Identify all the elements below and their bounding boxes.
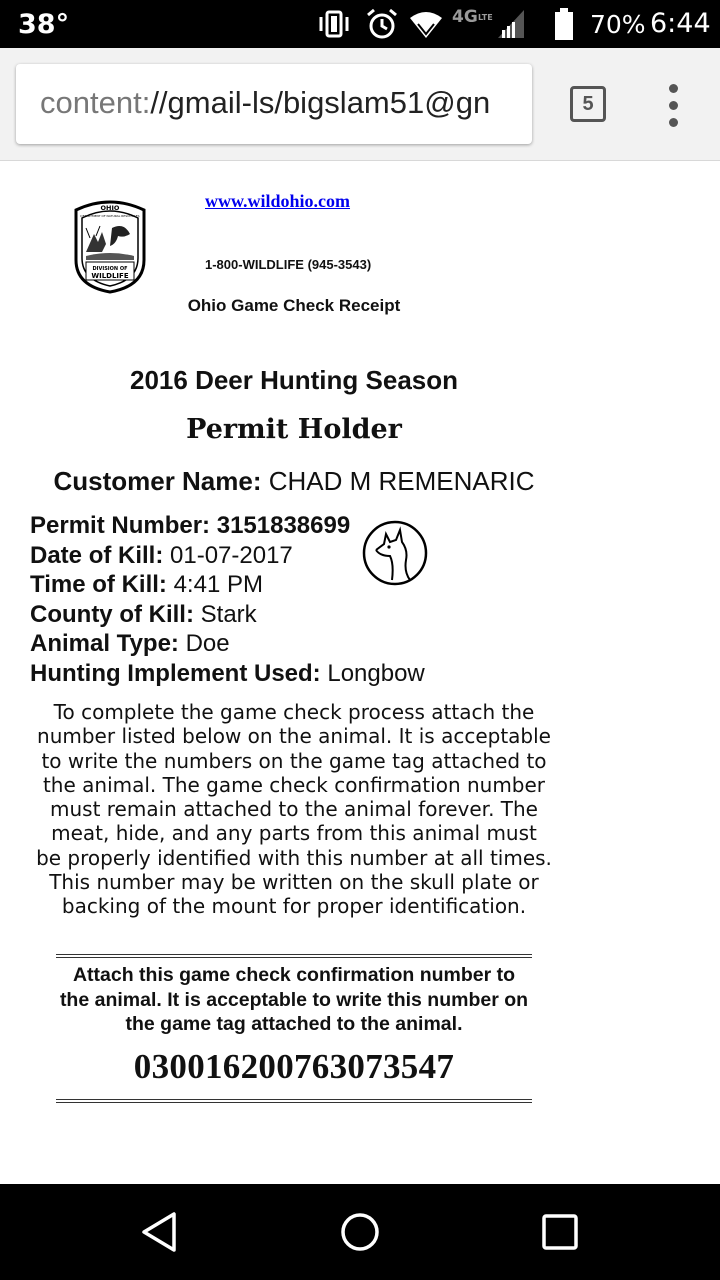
recents-button[interactable]: [538, 1210, 582, 1254]
url-text[interactable]: [40, 85, 490, 121]
battery-percent: 70%: [590, 10, 646, 39]
url-bar[interactable]: [16, 64, 532, 144]
customer-name-label: Customer Name:: [53, 466, 262, 496]
detail-value: 4:41 PM: [173, 571, 263, 598]
svg-text:4G: 4G: [452, 7, 478, 27]
detail-value: 3151838699: [216, 512, 351, 539]
doe-icon: [362, 520, 428, 586]
seal-ring-text: DEPARTMENT OF NATURAL RESOURCES: [80, 214, 140, 218]
detail-row-county: [30, 600, 425, 630]
attach-instructions: Attach this game check confirmation number to the animal. It is acceptable to write this number on the game tag attached to the animal.: [59, 964, 529, 1035]
vibrate-icon: [314, 6, 354, 42]
seal-division-text: DIVISION OF: [92, 266, 128, 272]
lte-label-icon: [452, 6, 496, 42]
alarm-icon: [364, 6, 400, 42]
customer-name: [0, 466, 588, 497]
detail-value: Stark: [200, 600, 257, 628]
detail-row-animal-type: [30, 629, 425, 659]
url-path: //gmail-ls/bigslam51@gn: [150, 85, 491, 120]
game-check-instructions: To complete the game check process attach the number listed below on the animal. It is acceptable to write the numbers on the game tag attached to the animal. The game check confirmation number must remain attached to the animal forever. The meat, hide, and any parts from this animal must be properly identified with this number at all times. This number may be written on the skull plate or backing of the mount for proper identification.: [36, 700, 552, 919]
divider-bottom: [56, 1099, 532, 1103]
permit-holder-heading: Permit Holder: [186, 414, 402, 445]
detail-label: Animal Type:: [30, 630, 179, 657]
divider-top: [56, 954, 532, 958]
detail-label: Date of Kill:: [30, 541, 164, 569]
customer-name-value: CHAD M REMENARIC: [268, 466, 535, 496]
svg-text:LTE: LTE: [478, 13, 493, 22]
seal-wildlife-text: WILDLIFE: [91, 272, 129, 280]
season-heading: 2016 Deer Hunting Season: [130, 365, 458, 395]
tab-switcher-button[interactable]: 5: [570, 86, 606, 122]
email-content: [0, 162, 720, 1184]
detail-label: Permit Number:: [30, 512, 211, 539]
home-button[interactable]: [338, 1210, 382, 1254]
wifi-icon: [408, 6, 444, 42]
detail-label: Time of Kill:: [30, 571, 167, 598]
detail-row-implement: [30, 659, 425, 689]
receipt-title: Ohio Game Check Receipt: [187, 296, 401, 315]
seal-top-text: OHIO: [100, 204, 120, 212]
nav-bar: [0, 1184, 720, 1280]
status-bar: [0, 0, 720, 48]
detail-label: Hunting Implement Used:: [30, 659, 321, 687]
detail-value: 01-07-2017: [170, 541, 293, 569]
wildohio-link[interactable]: www.wildohio.com: [205, 191, 351, 211]
browser-toolbar: [0, 48, 720, 161]
temperature: 38°: [18, 9, 70, 40]
clock: 6:44: [650, 8, 711, 39]
ohio-wildlife-seal-logo: [72, 198, 148, 294]
back-button[interactable]: [138, 1210, 182, 1254]
url-scheme: content:: [40, 85, 151, 120]
signal-icon: [496, 6, 528, 42]
detail-label: County of Kill:: [30, 600, 194, 628]
battery-icon: [552, 6, 576, 42]
detail-value: Doe: [185, 630, 230, 657]
confirmation-number: 030016200763073547: [133, 1047, 455, 1086]
detail-value: Longbow: [327, 659, 425, 687]
phone-number: 1-800-WILDLIFE (945-3543): [205, 257, 372, 272]
overflow-menu-icon[interactable]: [660, 84, 688, 128]
